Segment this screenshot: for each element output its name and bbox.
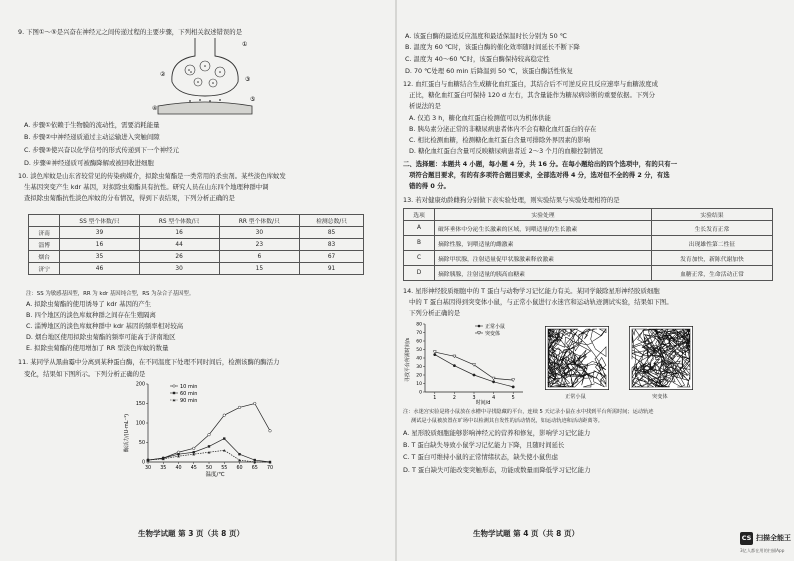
diagram-label-3: ③ <box>245 76 251 83</box>
track-image-normal <box>545 326 609 390</box>
chart2-point <box>492 380 495 383</box>
q14-stem-line-3: 下列分析正确的是 <box>409 309 461 317</box>
track-label-normal: 正常小鼠 <box>565 394 586 400</box>
q9-option-a: A. 步骤①依赖于生物膜的流动性，需要消耗能量 <box>24 121 160 129</box>
chart2-x-tick-label: 2 <box>452 396 456 401</box>
q14-stem-line-1: 14. 星形神经胶质细胞中的 T 蛋白与动物学习记忆能力有关。某同学敲除星形神经胶质细胞 <box>403 287 660 295</box>
chart2-legend-mutant: 突变体 <box>485 331 501 337</box>
chart1-y-tick-label: 50 <box>138 441 145 447</box>
table-header-row <box>29 215 364 227</box>
chart2-ylabel: 寻找平台所需时间/s <box>405 337 411 383</box>
right-page-footer: 生物学试题 第 4 页（共 8 页） <box>473 529 579 538</box>
chart1-y-tick-label: 0 <box>141 460 145 466</box>
chart1-point <box>238 453 240 455</box>
chart1-x-tick-label: 40 <box>175 466 182 471</box>
q12-option-a: A. 仅追 3 h，糖化血红蛋白检测值可以为机体供能 <box>409 114 551 122</box>
water-maze-chart <box>403 318 533 406</box>
q10-note: 注：SS 为敏感基因型，RR 为 kdr 基因纯合型，RS 为杂合子基因型。 <box>26 291 195 297</box>
table-header-cell: 实验结果 <box>652 209 773 221</box>
chart1-point <box>269 430 272 433</box>
q12-stem-line-2: 正比，糖化血红蛋白可保持 120 d 左右，其含量能作为糖尿病诊断的重要依据。下列分 <box>409 91 656 99</box>
q14-note-line-2: 测试是小鼠被放置在旷场中以检测其自发性的活动情况，如运动轨迹和活动距离等。 <box>411 418 603 424</box>
chart2-x-tick-label: 1 <box>433 396 437 401</box>
chart1-point <box>208 445 210 447</box>
table-row: 淄博 16 44 23 83 <box>29 239 364 251</box>
synapse-diagram <box>150 36 260 118</box>
chart1-x-tick-label: 55 <box>221 466 228 471</box>
chart2-y-tick-label: 0 <box>419 390 422 396</box>
q9-option-b: B. 步骤②中神经递质通过主动运输进入突触间隙 <box>24 133 160 141</box>
chart2-y-tick-label: 20 <box>416 373 422 379</box>
chart1-x-tick-label: 60 <box>236 466 243 471</box>
table-row: 济南 39 16 30 85 <box>29 227 364 239</box>
left-page-footer: 生物学试题 第 3 页（共 8 页） <box>138 529 244 538</box>
section2-line-2: 项符合题目要求，有的有多项符合题目要求，全部选对得 4 分，选对但不全的得 2 分，有选 <box>409 171 670 179</box>
q10-option-c: C. 淄博地区的淡色库蚊种群中 kdr 基因的频率相对较高 <box>26 322 184 330</box>
table-header-cell: RR 型个体数/只 <box>219 215 300 227</box>
chart1-point <box>223 414 226 417</box>
q12-option-b: B. 胰岛素分泌正常的非糖尿病患者体内不会有糖化血红蛋白的存在 <box>409 125 597 133</box>
table-row: A 破坏垂体中分泌生长激素的区域，饲喂适量的生长激素 生长发育正常 <box>404 221 773 236</box>
chart2-point <box>453 364 456 367</box>
watermark-logo-icon <box>740 532 753 545</box>
chart1-legend <box>170 384 197 404</box>
q11-stem-line-2: 变化，结果如下图所示。下列分析正确的是 <box>24 370 146 378</box>
q10-option-a: A. 拟除虫菊酯的使用诱导了 kdr 基因的产生 <box>26 300 152 308</box>
q12-option-d: D. 糖化血红蛋白含量可反映糖尿病患者近 2～3 个月的血糖控制情况 <box>409 147 603 155</box>
q14-stem-line-2: 中的 T 蛋白基因得到突变体小鼠，与正常小鼠进行水迷宫和运动轨迹测试实验，结果如下图。 <box>409 298 673 306</box>
chart2-y-tick-label: 60 <box>416 339 422 345</box>
chart2-x-tick-label: 4 <box>492 396 496 401</box>
watermark-subtitle: 3亿人都在用的扫描App <box>740 548 785 553</box>
chart1-point <box>253 402 256 405</box>
chart1-x-tick-label: 45 <box>190 466 197 471</box>
chart2-y-tick-label: 10 <box>416 382 422 388</box>
chart1-x-tick-label: 50 <box>205 466 213 471</box>
q12-stem-line-3: 析说法的是 <box>409 102 441 110</box>
q10-stem-line-1: 10. 淡色库蚊是山东省较常见的传染病媒介，拟除虫菊酯是一类常用的杀虫剂。某些淡色库蚊发 <box>18 172 286 180</box>
track-label-mutant: 突变体 <box>652 394 668 400</box>
chart1-x-tick-label: 30 <box>144 466 152 471</box>
q11-option-a: A. 该蛋白酶的最适反应温度和最适保温时长分别为 50 ℃ <box>405 32 567 40</box>
chart2-legend-normal: 正常小鼠 <box>485 324 506 330</box>
q11-option-c: C. 温度为 40～60 ℃时，该蛋白酶保持较高稳定性 <box>405 55 550 63</box>
chart1-point <box>208 433 211 436</box>
chart2-y-tick-label: 50 <box>416 348 422 354</box>
q14-note-line-1: 注：水迷宫实验是将小鼠放在水槽中寻找隐藏的平台，连续 5 天记录小鼠在水中找到平台所需时间；运动轨迹 <box>403 409 654 415</box>
q11-option-d: D. 70 ℃处理 60 min 后降温到 50 ℃，该蛋白酶活性恢复 <box>405 67 573 75</box>
diagram-label-4: ④ <box>152 105 158 112</box>
chart1-y-tick-label: 200 <box>135 382 145 388</box>
table-row: 济宁 46 30 15 91 <box>29 263 364 275</box>
q9-stem: 9. 下图①～⑤是兴奋在神经元之间传递过程的主要步骤，下列相关叙述错误的是 <box>18 28 243 36</box>
q9-option-d: D. 步骤④神经递质可被酶降解或被回收进细胞 <box>24 159 154 167</box>
table-header-cell: RS 型个体数/只 <box>139 215 219 227</box>
track-image-mutant <box>629 326 693 390</box>
table-header-cell: SS 型个体数/只 <box>60 215 139 227</box>
chart2-series-line <box>435 355 513 387</box>
table-header-cell <box>29 215 60 227</box>
right-page <box>397 0 794 561</box>
chart2-x-tick-label: 3 <box>472 396 476 401</box>
chart1-ylabel: 酶活力/(U·mL⁻¹) <box>124 413 130 453</box>
chart2-y-tick-label: 40 <box>416 356 422 362</box>
watermark-badge: CS <box>741 534 752 542</box>
q10-option-b: B. 四个地区的淡色库蚊种群之间存在生殖隔离 <box>26 311 156 319</box>
q10-table <box>28 214 364 275</box>
q14-option-a: A. 星形胶质细胞能够影响神经元的营养和修复，影响学习记忆能力 <box>403 429 591 437</box>
scanner-watermark <box>740 530 794 561</box>
chart1-point <box>192 447 195 450</box>
table-row: D 摘除胰腺，注射适量的胰高血糖素 血糖正常，生命活动正常 <box>404 266 773 281</box>
chart2-xlabel: 时间/d <box>475 400 491 406</box>
q9-option-c: C. 步骤③使兴奋以化学信号的形式传递到下一个神经元 <box>24 146 179 154</box>
q10-option-e: E. 拟除虫菊酯的使用增加了 RR 型淡色库蚊的数量 <box>26 344 169 352</box>
chart1-x-tick-label: 70 <box>266 466 274 471</box>
table-header-cell: 检测总数/只 <box>300 215 364 227</box>
q14-option-b: B. T 蛋白缺失导致小鼠学习记忆能力下降，且随时间延长 <box>403 441 565 449</box>
table-row: 烟台 35 26 6 67 <box>29 251 364 263</box>
chart2-y-tick-label: 80 <box>416 322 422 328</box>
chart1-y-tick-label: 150 <box>135 402 145 408</box>
chart1-xlabel: 温度/℃ <box>205 472 225 478</box>
chart1-legend-10min: 10 min <box>180 384 198 390</box>
chart1-point <box>238 406 241 409</box>
chart1-legend-90min: 90 min <box>180 398 198 404</box>
chart1-x-tick-label: 35 <box>160 466 167 471</box>
chart1-legend-60min: 60 min <box>180 391 198 397</box>
diagram-label-2: ② <box>160 71 166 78</box>
chart2-y-tick-label: 70 <box>416 331 422 337</box>
q10-option-d: D. 烟台地区使用拟除虫菊酯的频率可能高于济南地区 <box>26 333 176 341</box>
q10-stem-line-2: 生基因突变产生 kdr 基因，对拟除虫菊酯具有抗性。研究人员在山东四个地理种群中调 <box>24 183 269 191</box>
chart1-point <box>223 437 225 439</box>
table-row: B 摘除性腺，饲喂适量的雌激素 出现雄性第二性征 <box>404 236 773 251</box>
q13-table <box>403 208 773 281</box>
q14-option-c: C. T 蛋白可维持小鼠的正常情绪状态，缺失使小鼠焦虑 <box>403 453 559 461</box>
table-row: C 摘除甲状腺，注射适量促甲状腺激素释放激素 发育加快，新陈代谢加快 <box>404 251 773 266</box>
diagram-label-5: ⑤ <box>250 96 256 103</box>
chart2-point <box>473 374 476 377</box>
chart2-point <box>512 386 515 389</box>
chart2-x-tick-label: 5 <box>511 396 515 401</box>
q12-stem-line-1: 12. 血红蛋白与血糖结合生成糖化血红蛋白，其结合后不可逆反应且反应速率与血糖浓度成 <box>403 80 659 88</box>
q14-option-d: D. T 蛋白缺失可能改变突触形态，功能或数量而降低学习记忆能力 <box>403 466 591 474</box>
section2-line-1: 二、选择题：本题共 4 小题，每小题 4 分，共 16 分。在每小题给出的四个选项中，有的只有一 <box>403 160 677 168</box>
q12-option-c: C. 相比检测血糖，检测糖化血红蛋白含量可排除外界因素的影响 <box>409 136 591 144</box>
table-header-row <box>404 209 773 221</box>
table-header-cell: 实验处理 <box>435 209 652 221</box>
watermark-title: 扫描全能王 <box>756 534 791 542</box>
table-header-cell: 选项 <box>404 209 435 221</box>
chart2-y-tick-label: 30 <box>416 365 422 371</box>
enzyme-activity-chart <box>120 378 280 478</box>
chart1-x-tick-label: 65 <box>251 466 258 471</box>
q10-stem-line-3: 查拟除虫菊酯抗性淡色库蚊的分布情况，得到下表结果，下列分析正确的是 <box>24 194 235 202</box>
section2-line-3: 错的得 0 分。 <box>409 182 450 190</box>
q11-stem-line-1: 11. 某同学从黑曲霉中分离到某种蛋白酶，在不同温度下处理不同时间后，检测该酶的酶活力 <box>18 358 280 366</box>
chart1-y-tick-label: 100 <box>135 421 145 427</box>
q11-option-b: B. 温度为 60 ℃时，该蛋白酶的催化效率随时间延长不断下降 <box>405 43 580 51</box>
chart2-legend <box>475 323 505 337</box>
diagram-label-1: ① <box>242 41 248 48</box>
q13-stem: 13. 若对健康幼龄雌狗分别做下表实验处理，则实验结果与实验处理相符的是 <box>403 196 620 204</box>
